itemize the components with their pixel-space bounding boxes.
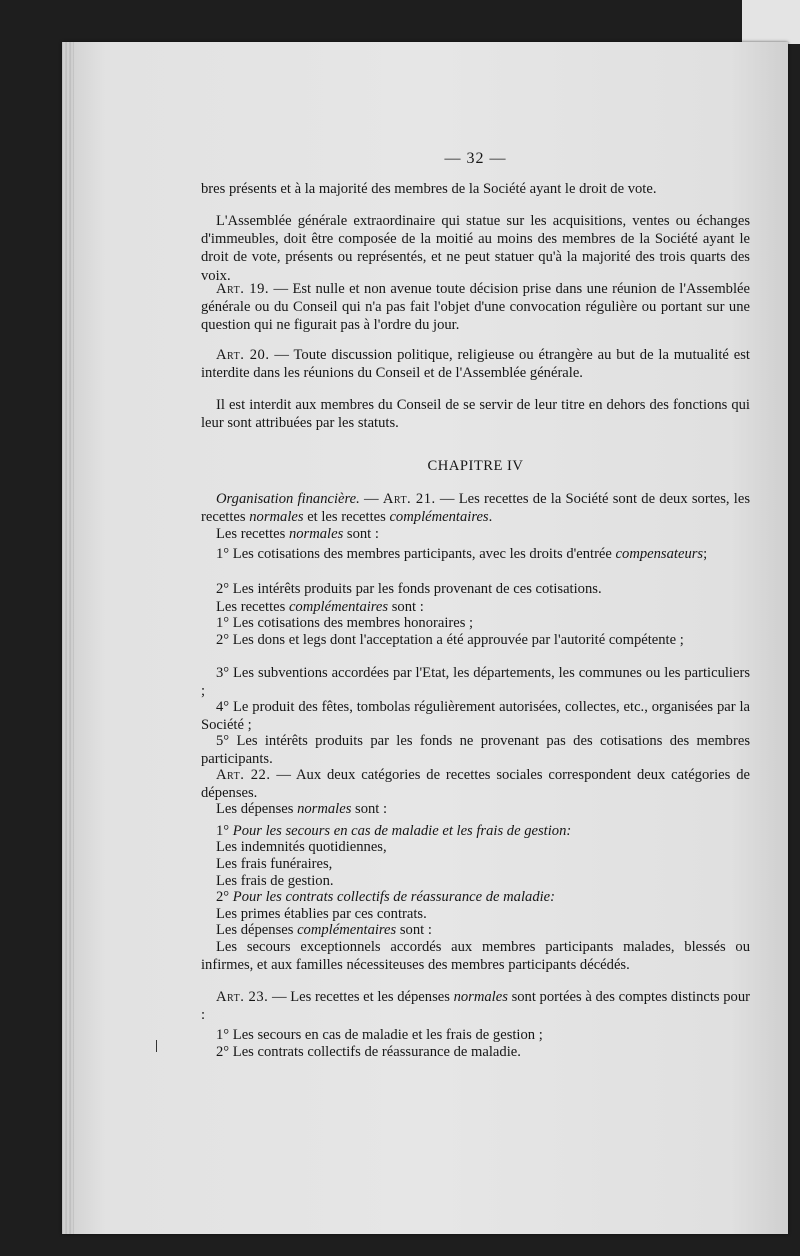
recettes-complementaires-intro: Les recettes complémentaires sont : [216,599,424,615]
depenses-line-indemnites: Les indemnités quotidiennes, [216,839,387,855]
margin-mark [156,1040,157,1052]
recettes-normales-item-2: 2° Les intérêts produits par les fonds provenant de ces cotisations. [216,581,602,597]
article-23-item-1: 1° Les secours en cas de maladie et les frais de gestion ; [216,1027,543,1043]
depenses-normales-sub-2: 2° Pour les contrats collectifs de réassurance de maladie: [216,889,556,905]
recettes-complementaires-item-3: 3° Les subventions accordées par l'Etat, les départements, les communes ou les particuliers ; [201,665,750,700]
paragraph-conseil: Il est interdit aux membres du Conseil de se servir de leur titre en dehors des fonctions qui leur sont attribuées par les statuts. [201,397,750,432]
page-corner [742,0,800,44]
recettes-complementaires-item-5: 5° Les intérêts produits par les fonds ne provenant pas des cotisations des membres participants. [201,733,750,768]
recettes-normales-item-1: 1° Les cotisations des membres participants, avec les droits d'entrée compensateurs; [216,546,708,562]
recettes-complementaires-item-4: 4° Le produit des fêtes, tombolas régulièrement autorisées, collectes, etc., organisées par la Société ; [201,699,750,734]
page-number: — 32 — [444,150,507,167]
article-19 [201,280,750,335]
article-23-label: Art. 23. [216,989,269,1005]
depenses-line-funeraires: Les frais funéraires, [216,856,333,872]
recettes-complementaires-item-1: 1° Les cotisations des membres honoraires ; [216,615,474,631]
recettes-normales-intro: Les recettes normales sont : [216,526,379,542]
recettes-complementaires-item-2: 2° Les dons et legs dont l'acceptation a été approuvée par l'autorité compétente ; [216,632,684,648]
article-19-text: — Est nulle et non avenue toute décision prise dans une réunion de l'Assemblée générale ou du Conseil qui n'a pas fait l'objet d'une convocation régulière ou portant sur une question qui ne figurait pas à l'ordre du jour. [201,281,750,334]
depenses-normales-sub-1: 1° Pour les secours en cas de maladie et les frais de gestion: [216,823,572,839]
article-23-item-2: 2° Les contrats collectifs de réassurance de maladie. [216,1044,521,1060]
depenses-normales-intro: Les dépenses normales sont : [216,801,388,817]
article-19-label: Art. 19. [216,281,270,297]
depenses-line-gestion: Les frais de gestion. [216,873,334,889]
chapter-title: CHAPITRE IV [427,458,524,474]
depenses-complementaires-text: Les secours exceptionnels accordés aux membres participants malades, blessés ou infirmes, et aux familles nécessiteuses des membres participants décédés. [201,939,750,974]
article-21-label: Art. 21. [382,491,436,507]
depenses-line-primes: Les primes établies par ces contrats. [216,906,427,922]
article-20-label: Art. 20. [216,347,270,363]
article-20-text: — Toute discussion politique, religieuse ou étrangère au but de la mutualité est interdite dans les réunions du Conseil et de l'Assemblée générale. [201,347,750,382]
article-22-label: Art. 22. [216,767,271,783]
page-binding-edge [62,42,74,1234]
article-21: Organisation financière. — Art. 21. — Les recettes de la Société sont de deux sortes, les recettes normales et les recettes complémentaires. [201,491,750,526]
article-22: Art. 22. — Aux deux catégories de recettes sociales correspondent deux catégories de dépenses. [201,767,750,802]
article-23: Art. 23. — Les recettes et les dépenses normales sont portées à des comptes distincts pour : [201,989,750,1024]
depenses-complementaires-intro: Les dépenses complémentaires sont : [216,922,432,938]
article-21-heading: Organisation financière. [216,491,360,507]
article-20 [201,346,750,382]
paragraph-continuation: bres présents et à la majorité des membres de la Société ayant le droit de vote. [201,181,657,197]
paragraph-assemblee: L'Assemblée générale extraordinaire qui statue sur les acquisitions, ventes ou échanges d'immeubles, doit être composée de la moitié au moins des membres de la Société ayant le droit de vote, présents ou représentés, et ne peut statuer qu'à la majorité des trois quarts des voix. [201,213,750,284]
